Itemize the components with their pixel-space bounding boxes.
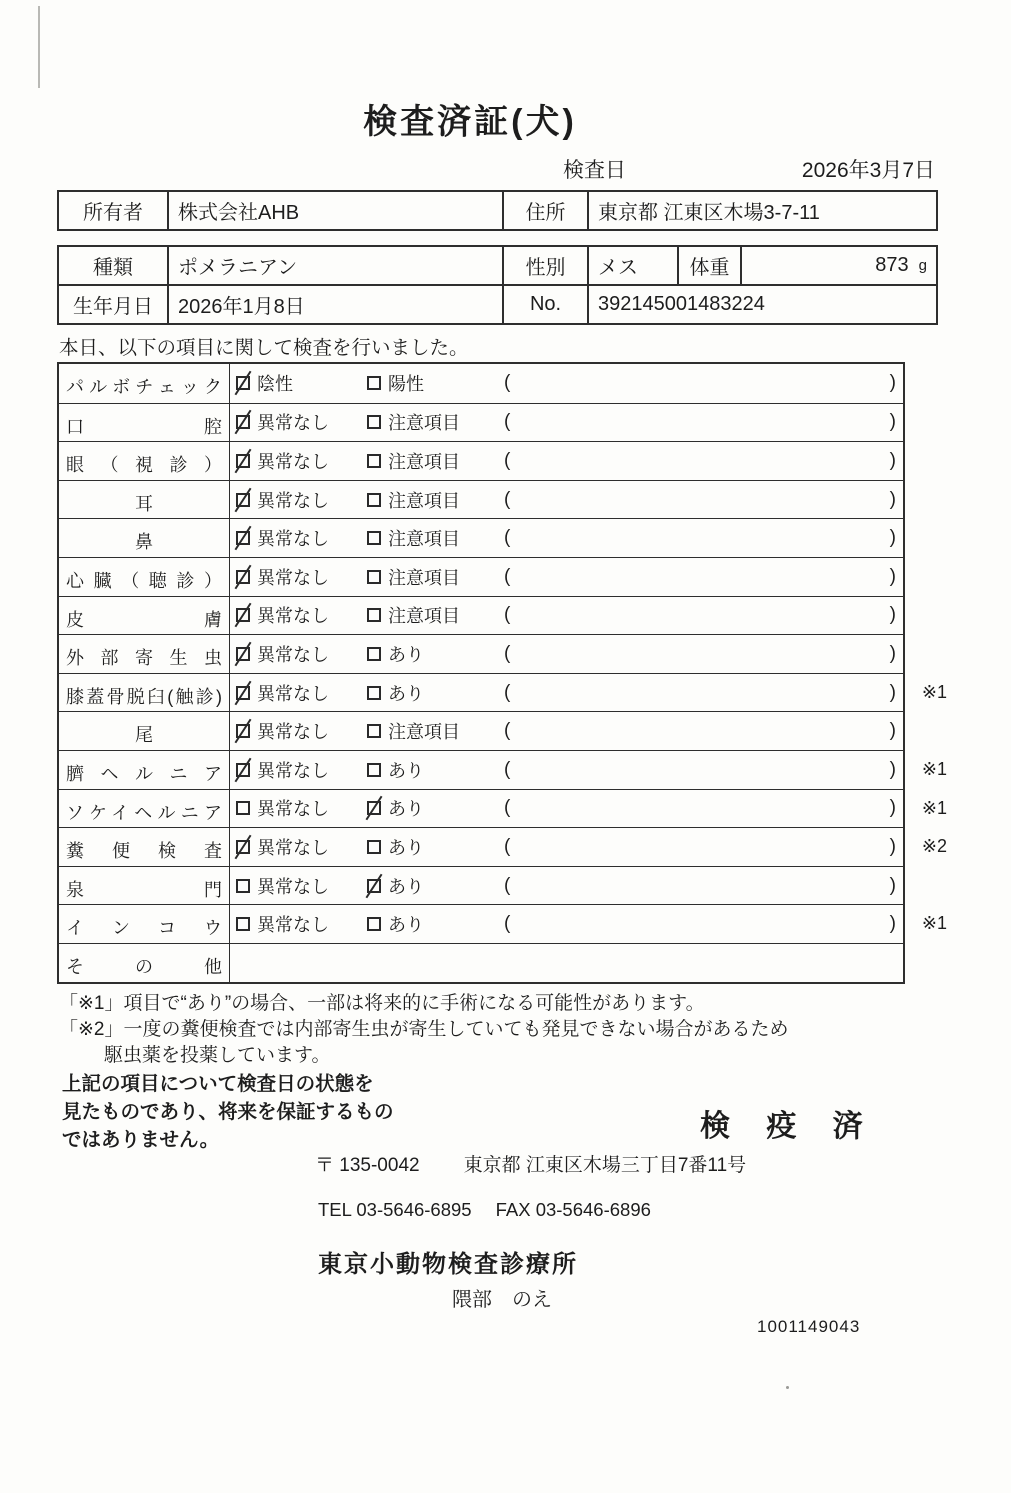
item-result: [230, 558, 903, 596]
remarks-parens: [504, 720, 896, 742]
checkbox-option: [236, 602, 367, 628]
checkbox-icon: [236, 879, 250, 893]
option-label: 注意項目: [388, 529, 460, 550]
disclaimer-text: [62, 1070, 394, 1154]
remarks-parens: [504, 913, 896, 935]
checkbox-checked-icon: [236, 724, 250, 738]
checklist-row: [59, 750, 947, 789]
close-paren: ): [889, 411, 896, 433]
option-label: 異常なし: [257, 490, 329, 511]
open-paren: (: [504, 681, 511, 703]
checklist-row: [59, 634, 903, 673]
option-label: 注意項目: [388, 606, 460, 627]
checkbox-option: [236, 911, 367, 937]
option-label: 注意項目: [388, 722, 460, 743]
remarks-parens: [504, 411, 896, 433]
item-result: [230, 944, 903, 982]
checklist-row: [59, 789, 947, 828]
checkbox-icon: [367, 454, 381, 468]
checkbox-option: [236, 757, 367, 783]
checklist-row: [59, 827, 947, 866]
item-label: 泉門: [59, 867, 230, 905]
item-label: ソケイヘルニア: [59, 790, 230, 828]
checklist-row: [59, 364, 903, 403]
checklist-row: [59, 943, 903, 982]
checkbox-checked-icon: [367, 801, 381, 815]
option-label: 異常なし: [257, 451, 329, 472]
remarks-parens: [504, 643, 896, 665]
clinic-contact-row: [318, 1199, 651, 1221]
option-label: あり: [388, 799, 424, 820]
weight-value: 873: [875, 254, 909, 276]
item-label: 心臓（聴診）: [59, 558, 230, 596]
checkbox-option: [367, 525, 498, 551]
checkbox-icon: [367, 647, 381, 661]
sex-value: メス: [587, 247, 677, 284]
weight-unit: g: [918, 256, 927, 274]
checkbox-icon: [236, 801, 250, 815]
item-result: [230, 597, 903, 635]
footnote-2: 「※2」一度の糞便検査では内部寄生虫が寄生していても発見できない場合があるため: [59, 1019, 789, 1040]
open-paren: (: [504, 527, 511, 549]
remarks-parens: [504, 372, 896, 394]
close-paren: ): [889, 372, 896, 394]
checkbox-option: [367, 834, 498, 860]
open-paren: (: [504, 835, 511, 857]
row-footnote-mark: ※2: [921, 836, 947, 857]
checklist-row: [59, 518, 903, 557]
checkbox-option: [236, 834, 367, 860]
item-label: パルボチェック: [59, 364, 230, 403]
checklist-row: [59, 711, 903, 750]
option-label: 異常なし: [257, 722, 329, 743]
item-result: [230, 442, 903, 480]
checkbox-checked-icon: [236, 608, 250, 622]
option-label: 異常なし: [257, 529, 329, 550]
item-label: 糞便検査: [59, 828, 230, 866]
document-title: 検査済証(犬): [363, 103, 577, 141]
open-paren: (: [504, 488, 511, 510]
open-paren: (: [504, 565, 511, 587]
checkbox-option: [367, 641, 498, 667]
checkbox-icon: [367, 763, 381, 777]
checkbox-option: [236, 718, 367, 744]
option-label: 異常なし: [257, 876, 329, 897]
option-label: 異常なし: [257, 606, 329, 627]
item-label: 臍ヘルニア: [59, 751, 230, 789]
checkbox-option: [236, 370, 367, 396]
scan-artifact-dot: [786, 1386, 789, 1389]
close-paren: ): [889, 913, 896, 935]
checkbox-checked-icon: [236, 570, 250, 584]
option-label: 注意項目: [388, 567, 460, 588]
option-label: 陰性: [257, 374, 293, 395]
checklist-table: [57, 362, 947, 984]
id-number-label: No.: [502, 286, 587, 323]
disclaimer-line-1: 上記の項目について検査日の状態を: [62, 1073, 374, 1095]
owner-name: 株式会社AHB: [167, 192, 502, 229]
option-label: あり: [388, 644, 424, 665]
owner-table: [57, 190, 938, 231]
quarantine-passed-stamp: 検 疫 済: [700, 1110, 877, 1143]
close-paren: ): [889, 642, 896, 664]
close-paren: ): [889, 720, 896, 742]
checkbox-option: [236, 409, 367, 435]
item-result: [230, 867, 903, 905]
checkbox-option: [236, 525, 367, 551]
remarks-parens: [504, 450, 896, 472]
close-paren: ): [889, 565, 896, 587]
option-label: 異常なし: [257, 683, 329, 704]
checkbox-option: [236, 680, 367, 706]
checkbox-option: [367, 487, 498, 513]
open-paren: (: [504, 913, 511, 935]
checklist-row: [59, 441, 903, 480]
option-label: 注意項目: [388, 451, 460, 472]
examiner-name: 隈部 のえ: [452, 1289, 552, 1311]
disclaimer-line-2: 見たものであり、将来を保証するもの: [62, 1101, 394, 1123]
row-footnote-mark: ※1: [921, 913, 947, 934]
item-result: [230, 481, 903, 519]
row-footnote-mark: ※1: [921, 758, 947, 779]
checkbox-icon: [367, 724, 381, 738]
checkbox-option: [367, 795, 498, 821]
inspection-date-row: [563, 154, 935, 184]
checkbox-checked-icon: [236, 415, 250, 429]
remarks-parens: [504, 682, 896, 704]
remarks-parens: [504, 797, 896, 819]
checkbox-option: [367, 718, 498, 744]
close-paren: ): [889, 758, 896, 780]
document-number: 1001149043: [757, 1317, 861, 1336]
checkbox-option: [367, 448, 498, 474]
checkbox-checked-icon: [236, 376, 250, 390]
remarks-parens: [504, 566, 896, 588]
pet-table-row-2: [59, 286, 936, 323]
checkbox-icon: [367, 376, 381, 390]
weight-value-cell: [740, 247, 936, 284]
open-paren: (: [504, 797, 511, 819]
checklist-row: [59, 904, 947, 943]
item-result: [230, 790, 903, 828]
close-paren: ): [889, 874, 896, 896]
clinic-name: 東京小動物検査診療所: [318, 1251, 578, 1278]
item-result: [230, 404, 903, 442]
checkbox-option: [236, 564, 367, 590]
option-label: あり: [388, 683, 424, 704]
option-label: 陽性: [388, 374, 424, 395]
item-result: [230, 751, 903, 789]
checkbox-checked-icon: [236, 686, 250, 700]
row-footnote-mark: ※1: [921, 681, 947, 702]
option-label: 異常なし: [257, 799, 329, 820]
item-label: 眼（視診）: [59, 442, 230, 480]
item-label: 口腔: [59, 404, 230, 442]
open-paren: (: [504, 720, 511, 742]
remarks-parens: [504, 836, 896, 858]
disclaimer-line-3: ではありません。: [62, 1129, 220, 1151]
checkbox-option: [367, 680, 498, 706]
checklist-row: [59, 557, 903, 596]
close-paren: ): [889, 681, 896, 703]
close-paren: ): [889, 835, 896, 857]
weight-label: 体重: [677, 247, 740, 284]
footnote-2-continued: 駆虫薬を投薬しています。: [104, 1045, 331, 1066]
scan-artifact-line: [38, 6, 40, 88]
breed-value: ポメラニアン: [167, 247, 502, 284]
checkbox-icon: [367, 493, 381, 507]
clinic-tel: TEL 03-5646-6895: [318, 1199, 472, 1220]
item-result: [230, 674, 903, 712]
item-label: 皮膚: [59, 597, 230, 635]
item-result: [230, 519, 903, 557]
item-label: インコウ: [59, 905, 230, 943]
checkbox-option: [367, 602, 498, 628]
item-result: [230, 905, 903, 943]
checklist-row: [59, 673, 947, 712]
option-label: 異常なし: [257, 644, 329, 665]
postal-code: 〒 135-0042: [315, 1155, 420, 1176]
checkbox-checked-icon: [367, 879, 381, 893]
open-paren: (: [504, 411, 511, 433]
checklist-row: [59, 596, 903, 635]
intro-text: 本日、以下の項目に関して検査を行いました。: [59, 337, 469, 359]
option-label: 異常なし: [257, 760, 329, 781]
close-paren: ): [889, 527, 896, 549]
clinic-address-row: [315, 1150, 746, 1177]
sex-label: 性別: [502, 247, 587, 284]
option-label: あり: [388, 915, 424, 936]
checkbox-option: [236, 487, 367, 513]
option-label: あり: [388, 837, 424, 858]
clinic-fax: FAX 03-5646-6896: [495, 1199, 651, 1220]
item-label: 外部寄生虫: [59, 635, 230, 673]
remarks-parens: [504, 527, 896, 549]
option-label: 注意項目: [388, 490, 460, 511]
remarks-parens: [504, 604, 896, 626]
checkbox-option: [236, 795, 367, 821]
item-label: 膝蓋骨脱臼(触診): [59, 674, 230, 712]
checkbox-icon: [367, 531, 381, 545]
checkbox-checked-icon: [236, 763, 250, 777]
id-number-value: 392145001483224: [587, 286, 936, 323]
open-paren: (: [504, 758, 511, 780]
remarks-parens: [504, 489, 896, 511]
option-label: あり: [388, 876, 424, 897]
open-paren: (: [504, 604, 511, 626]
checkbox-option: [236, 448, 367, 474]
checkbox-option: [367, 873, 498, 899]
checkbox-icon: [367, 917, 381, 931]
owner-label: 所有者: [83, 202, 143, 224]
option-label: 注意項目: [388, 413, 460, 434]
checkbox-icon: [367, 840, 381, 854]
item-label: その他: [59, 944, 230, 982]
item-label: 鼻: [59, 519, 230, 557]
item-label: 尾: [59, 712, 230, 750]
option-label: 異常なし: [257, 567, 329, 588]
footnote-1: 「※1」項目で“あり”の場合、一部は将来的に手術になる可能性があります。: [59, 993, 705, 1014]
open-paren: (: [504, 874, 511, 896]
item-result: [230, 712, 903, 750]
close-paren: ): [889, 449, 896, 471]
close-paren: ): [889, 604, 896, 626]
item-result: [230, 635, 903, 673]
option-label: あり: [388, 760, 424, 781]
close-paren: ): [889, 797, 896, 819]
checkbox-option: [236, 641, 367, 667]
breed-label: 種類: [93, 257, 133, 279]
owner-address-label: 住所: [502, 192, 587, 229]
clinic-address: 東京都 江東区木場三丁目7番11号: [463, 1155, 747, 1176]
remarks-parens: [504, 759, 896, 781]
remarks-parens: [504, 875, 896, 897]
checkbox-option: [367, 370, 498, 396]
inspection-date-label: 検査日: [563, 159, 626, 182]
pet-table: [57, 245, 938, 325]
checkbox-checked-icon: [236, 454, 250, 468]
checkbox-option: [236, 873, 367, 899]
birthdate-label: 生年月日: [73, 296, 153, 318]
checkbox-option: [367, 911, 498, 937]
checklist-row: [59, 403, 903, 442]
open-paren: (: [504, 642, 511, 664]
row-footnote-mark: ※1: [921, 797, 947, 818]
owner-address: 東京都 江東区木場3-7-11: [587, 192, 936, 229]
item-result: [230, 364, 903, 403]
checkbox-option: [367, 757, 498, 783]
item-label: 耳: [59, 481, 230, 519]
checkbox-icon: [367, 686, 381, 700]
birthdate-value: 2026年1月8日: [167, 286, 502, 323]
checkbox-icon: [367, 608, 381, 622]
checkbox-checked-icon: [236, 840, 250, 854]
checkbox-checked-icon: [236, 647, 250, 661]
checklist-row: [59, 480, 903, 519]
open-paren: (: [504, 372, 511, 394]
inspection-date-value: 2026年3月7日: [801, 159, 935, 182]
checklist-row: [59, 866, 903, 905]
open-paren: (: [504, 449, 511, 471]
checkbox-checked-icon: [236, 531, 250, 545]
pet-table-row-1: [59, 247, 936, 286]
option-label: 異常なし: [257, 837, 329, 858]
option-label: 異常なし: [257, 915, 329, 936]
checkbox-checked-icon: [236, 493, 250, 507]
item-result: [230, 828, 903, 866]
close-paren: ): [889, 488, 896, 510]
checkbox-option: [367, 564, 498, 590]
option-label: 異常なし: [257, 413, 329, 434]
checkbox-option: [367, 409, 498, 435]
checkbox-icon: [367, 570, 381, 584]
checkbox-icon: [367, 415, 381, 429]
checkbox-icon: [236, 917, 250, 931]
